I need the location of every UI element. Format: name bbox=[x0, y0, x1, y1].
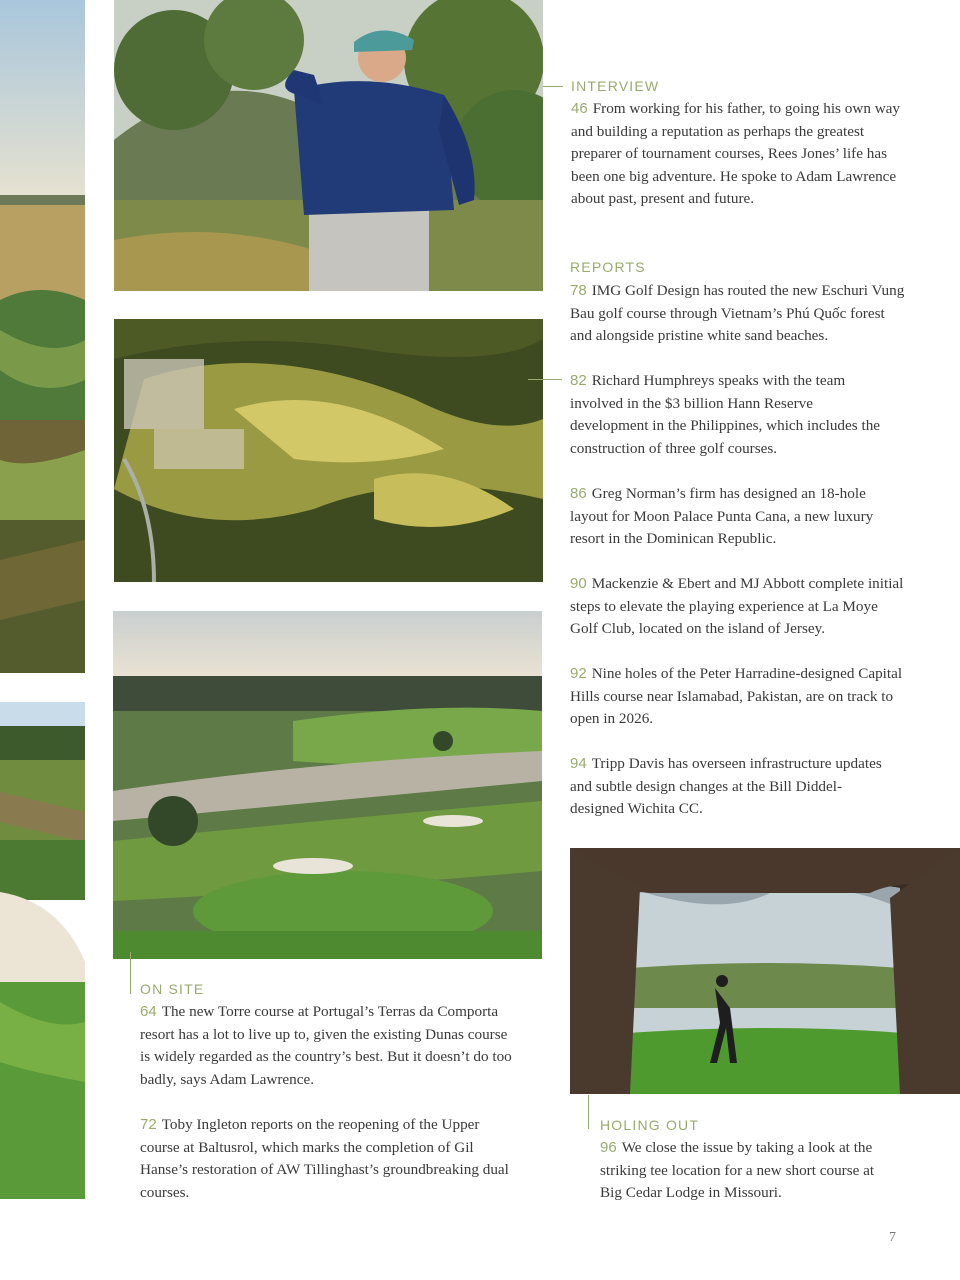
page-number-link[interactable]: 92 bbox=[570, 665, 587, 682]
entry-text: Tripp Davis has overseen infrastructure updates and subtle design changes at the Bill Diddel-designed Wichita CC. bbox=[570, 755, 882, 817]
entry-text: The new Torre course at Portugal’s Terras da Comporta resort has a lot to live up to, given the existing Dunas course is widely regarded as the country’s best. But it doesn’t do too badly, says Adam Lawrence. bbox=[140, 1003, 512, 1088]
page-number-link[interactable]: 90 bbox=[570, 575, 587, 592]
reports-label: REPORTS bbox=[570, 259, 646, 275]
reports-entry[interactable] bbox=[570, 483, 905, 551]
reports-entry[interactable] bbox=[570, 753, 890, 821]
holing-out-cave-photo bbox=[570, 848, 960, 1094]
page-number-link[interactable]: 82 bbox=[570, 372, 587, 389]
page-number-link[interactable]: 94 bbox=[570, 755, 587, 772]
interview-label: INTERVIEW bbox=[571, 78, 660, 94]
page-number-link[interactable]: 96 bbox=[600, 1139, 617, 1156]
interview-portrait-photo bbox=[114, 0, 543, 291]
entry-text: We close the issue by taking a look at the striking tee location for a new short course at Big Cedar Lodge in Missouri. bbox=[600, 1139, 875, 1201]
entry-text: Toby Ingleton reports on the reopening of the Upper course at Baltusrol, which marks the completion of Gil Hanse’s restoration of AW Tillinghast’s groundbreaking dual courses. bbox=[140, 1116, 509, 1201]
left-photo-bunker-course bbox=[0, 702, 85, 1199]
holing-out-entry[interactable] bbox=[600, 1137, 885, 1205]
reports-aerial-render-photo bbox=[114, 319, 543, 582]
page-number-link[interactable]: 46 bbox=[571, 100, 588, 117]
reports-entry[interactable] bbox=[570, 573, 905, 641]
entry-text: Greg Norman’s firm has designed an 18-hole layout for Moon Palace Punta Cana, a new luxury resort in the Dominican Republic. bbox=[570, 485, 874, 547]
page-number-link[interactable]: 86 bbox=[570, 485, 587, 502]
page-number: 7 bbox=[889, 1230, 896, 1245]
holing-out-leader-line bbox=[588, 1095, 589, 1129]
reports-entry[interactable] bbox=[570, 663, 905, 731]
interview-leader-line bbox=[543, 86, 563, 87]
holing-out-label: HOLING OUT bbox=[600, 1117, 700, 1133]
page-number-link[interactable]: 64 bbox=[140, 1003, 157, 1020]
on-site-entry[interactable] bbox=[140, 1114, 510, 1204]
entry-text: Mackenzie & Ebert and MJ Abbott complete initial steps to elevate the playing experience at La Moye Golf Club, located on the island of Jersey. bbox=[570, 575, 904, 637]
interview-entry[interactable] bbox=[571, 98, 901, 211]
on-site-course-photo bbox=[113, 611, 542, 959]
entry-text: Nine holes of the Peter Harradine-designed Capital Hills course near Islamabad, Pakistan, are on track to open in 2026. bbox=[570, 665, 903, 727]
page-number-link[interactable]: 72 bbox=[140, 1116, 157, 1133]
page-number-link[interactable]: 78 bbox=[570, 282, 587, 299]
reports-entry[interactable] bbox=[570, 370, 890, 460]
reports-entry[interactable] bbox=[570, 280, 905, 348]
on-site-entry[interactable] bbox=[140, 1001, 515, 1091]
entry-text: Richard Humphreys speaks with the team involved in the $3 billion Hann Reserve development in the Philippines, which includes the construction of three golf courses. bbox=[570, 372, 881, 457]
left-photo-links-aerial bbox=[0, 0, 85, 673]
entry-text: From working for his father, to going his own way and building a reputation as perhaps the greatest preparer of tournament courses, Rees Jones’ life has been one big adventure. He spoke to Adam Lawrence about past, present and future. bbox=[571, 100, 901, 207]
on-site-label: ON SITE bbox=[140, 981, 205, 997]
on-site-leader-line bbox=[130, 952, 131, 994]
reports-leader-line bbox=[528, 379, 562, 380]
entry-text: IMG Golf Design has routed the new Eschuri Vung Bau golf course through Vietnam’s Phú Quốc forest and alongside pristine white sand beaches. bbox=[570, 282, 905, 344]
